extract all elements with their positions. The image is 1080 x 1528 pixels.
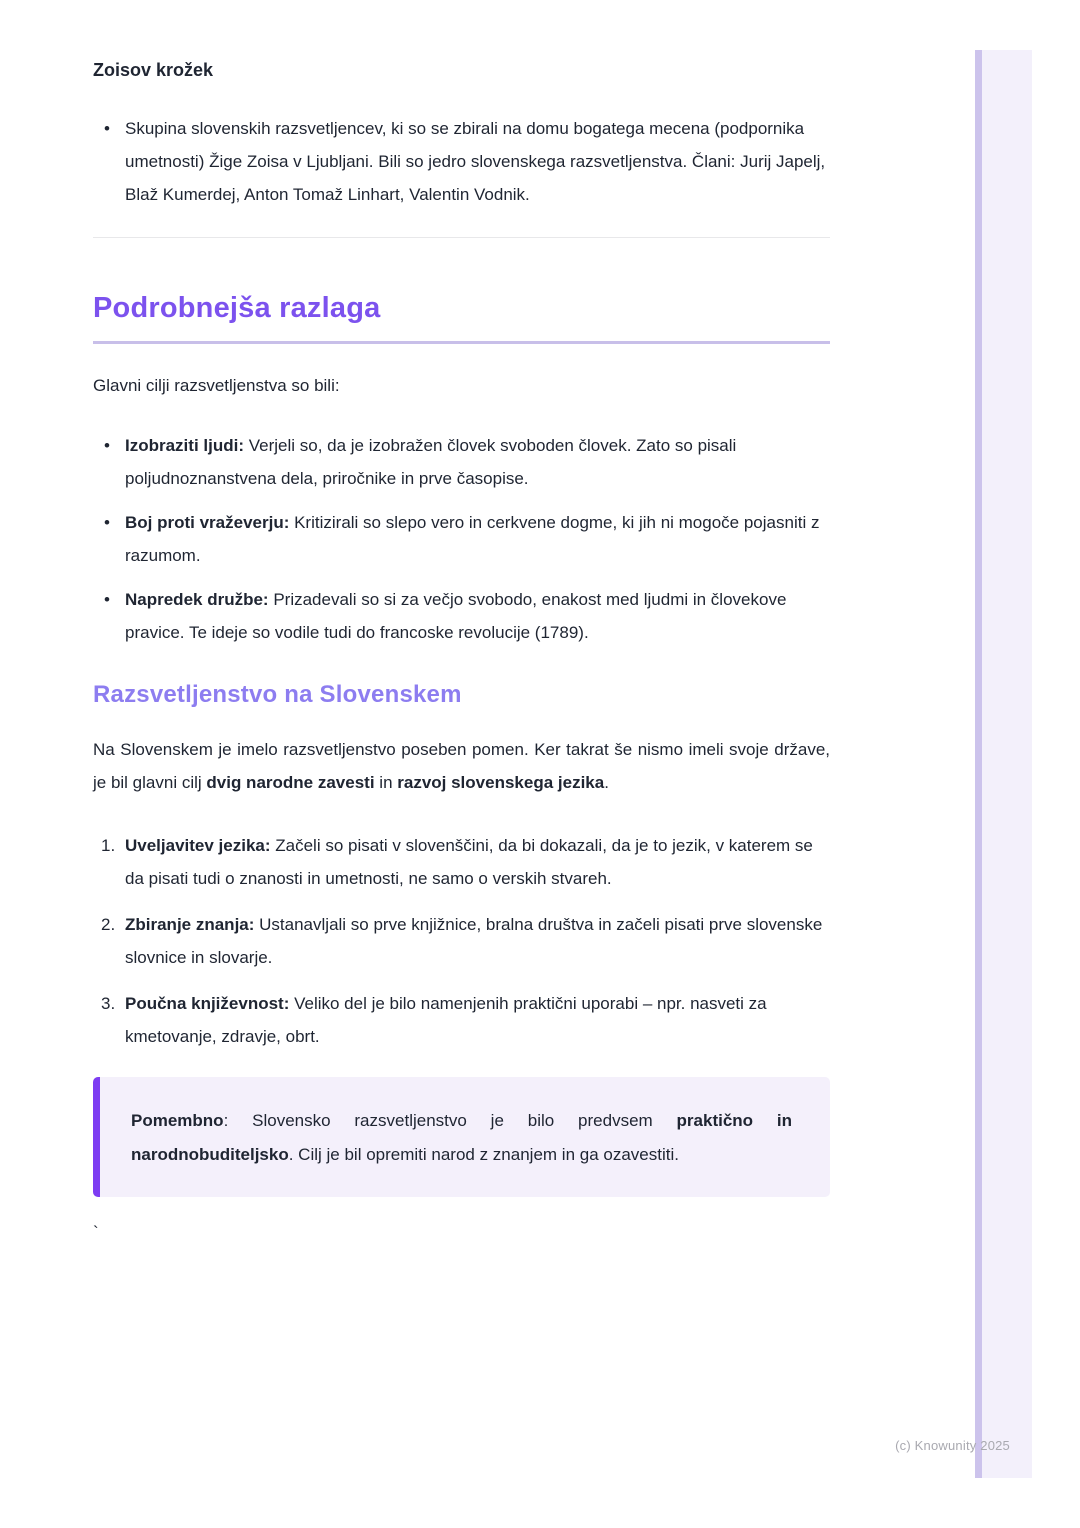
list-item	[93, 506, 830, 572]
document-content	[93, 0, 830, 1243]
callout-bold: Pomembno	[131, 1111, 224, 1130]
list-item-text: Začeli so pisati v slovenščini, da bi dokazali, da je to jezik, v katerem se da pisati tudi o znanosti in umetnosti, ne samo o verskih stvareh.	[125, 836, 813, 888]
list-item-text: Kritizirali so slepo vero in cerkvene dogme, ki jih ni mogoče pojasniti z razumom.	[125, 513, 820, 565]
bullet-marker: •	[104, 119, 110, 138]
paragraph-text: in	[374, 773, 398, 792]
number-marker: 3.	[101, 994, 116, 1013]
number-marker: 2.	[101, 915, 116, 934]
bullet-marker: •	[104, 513, 110, 532]
paragraph-bold: dvig narodne zavesti	[206, 773, 375, 792]
list-item-text: Prizadevali so si za večjo svobodo, enakost med ljudmi in človekove pravice. Te ideje so vodile tudi do francoske revolucije (1789).	[125, 590, 787, 642]
list-item-text: Skupina slovenskih razsvetljencev, ki so se zbirali na domu bogatega mecena (podpornika umetnosti) Žige Zoisa v Ljubljani. Bili so jedro slovenskega razsvetljenstva. Člani: Jurij Japelj, Blaž Kumerdej, Anton Tomaž Linhart, Valentin Vodnik.	[125, 119, 826, 204]
list-item	[93, 112, 830, 211]
list-item-lead: Napredek družbe:	[125, 590, 269, 609]
list-item-lead: Uveljavitev jezika:	[125, 836, 271, 855]
list-item-text: Ustanavljali so prve knjižnice, bralna društva in začeli pisati prve slovenske slovnice in slovarje.	[125, 915, 823, 967]
important-callout	[93, 1077, 830, 1197]
list-item	[93, 829, 830, 895]
page-heading-podrobnejsa-razlaga: Podrobnejša razlaga	[93, 287, 830, 344]
callout-text: . Cilj je bil opremiti narod z znanjem in ga ozavestiti.	[288, 1145, 679, 1164]
section-title-zoisov-krozek: Zoisov krožek	[93, 60, 214, 80]
section-divider	[93, 237, 830, 238]
callout-text: : Slovensko razsvetljenstvo je bilo predvsem	[223, 1111, 677, 1130]
list-item-lead: Zbiranje znanja:	[125, 915, 255, 934]
list-item-text: Verjeli so, da je izobražen človek svoboden človek. Zato so pisali poljudnoznanstvena dela, priročnike in prve časopise.	[125, 436, 737, 488]
slovensko-numbered-list	[93, 829, 830, 1053]
zoisov-bullet-list	[93, 112, 830, 211]
list-item	[93, 583, 830, 649]
page-edge-stripe	[975, 50, 1032, 1478]
list-item-text: Veliko del je bilo namenjenih praktični uporabi – npr. nasveti za kmetovanje, zdravje, obrt.	[125, 994, 767, 1046]
list-item-lead: Boj proti vraževerju:	[125, 513, 290, 532]
subheading-razsvetljenstvo-na-slovenskem: Razsvetljenstvo na Slovenskem	[93, 681, 462, 708]
goals-bullet-list	[93, 429, 830, 649]
slovensko-paragraph	[93, 733, 830, 799]
bullet-marker: •	[104, 436, 110, 455]
callout-bold: praktično in narodnobuditeljsko	[131, 1111, 792, 1164]
list-item	[93, 908, 830, 974]
list-item-lead: Poučna književnost:	[125, 994, 290, 1013]
copyright-credit: (c) Knowunity 2025	[895, 1438, 1010, 1453]
bullet-marker: •	[104, 590, 110, 609]
list-item	[93, 429, 830, 495]
number-marker: 1.	[101, 836, 116, 855]
goals-intro-text: Glavni cilji razsvetljenstva so bili:	[93, 376, 340, 395]
stray-backtick-char: `	[93, 1223, 99, 1242]
paragraph-text: Na Slovenskem je imelo razsvetljenstvo poseben pomen. Ker takrat še nismo imeli svoje države, je bil glavni cilj	[93, 740, 830, 792]
paragraph-bold: razvoj slovenskega jezika	[397, 773, 605, 792]
list-item-lead: Izobraziti ljudi:	[125, 436, 244, 455]
paragraph-text: .	[604, 773, 609, 792]
list-item	[93, 987, 830, 1053]
